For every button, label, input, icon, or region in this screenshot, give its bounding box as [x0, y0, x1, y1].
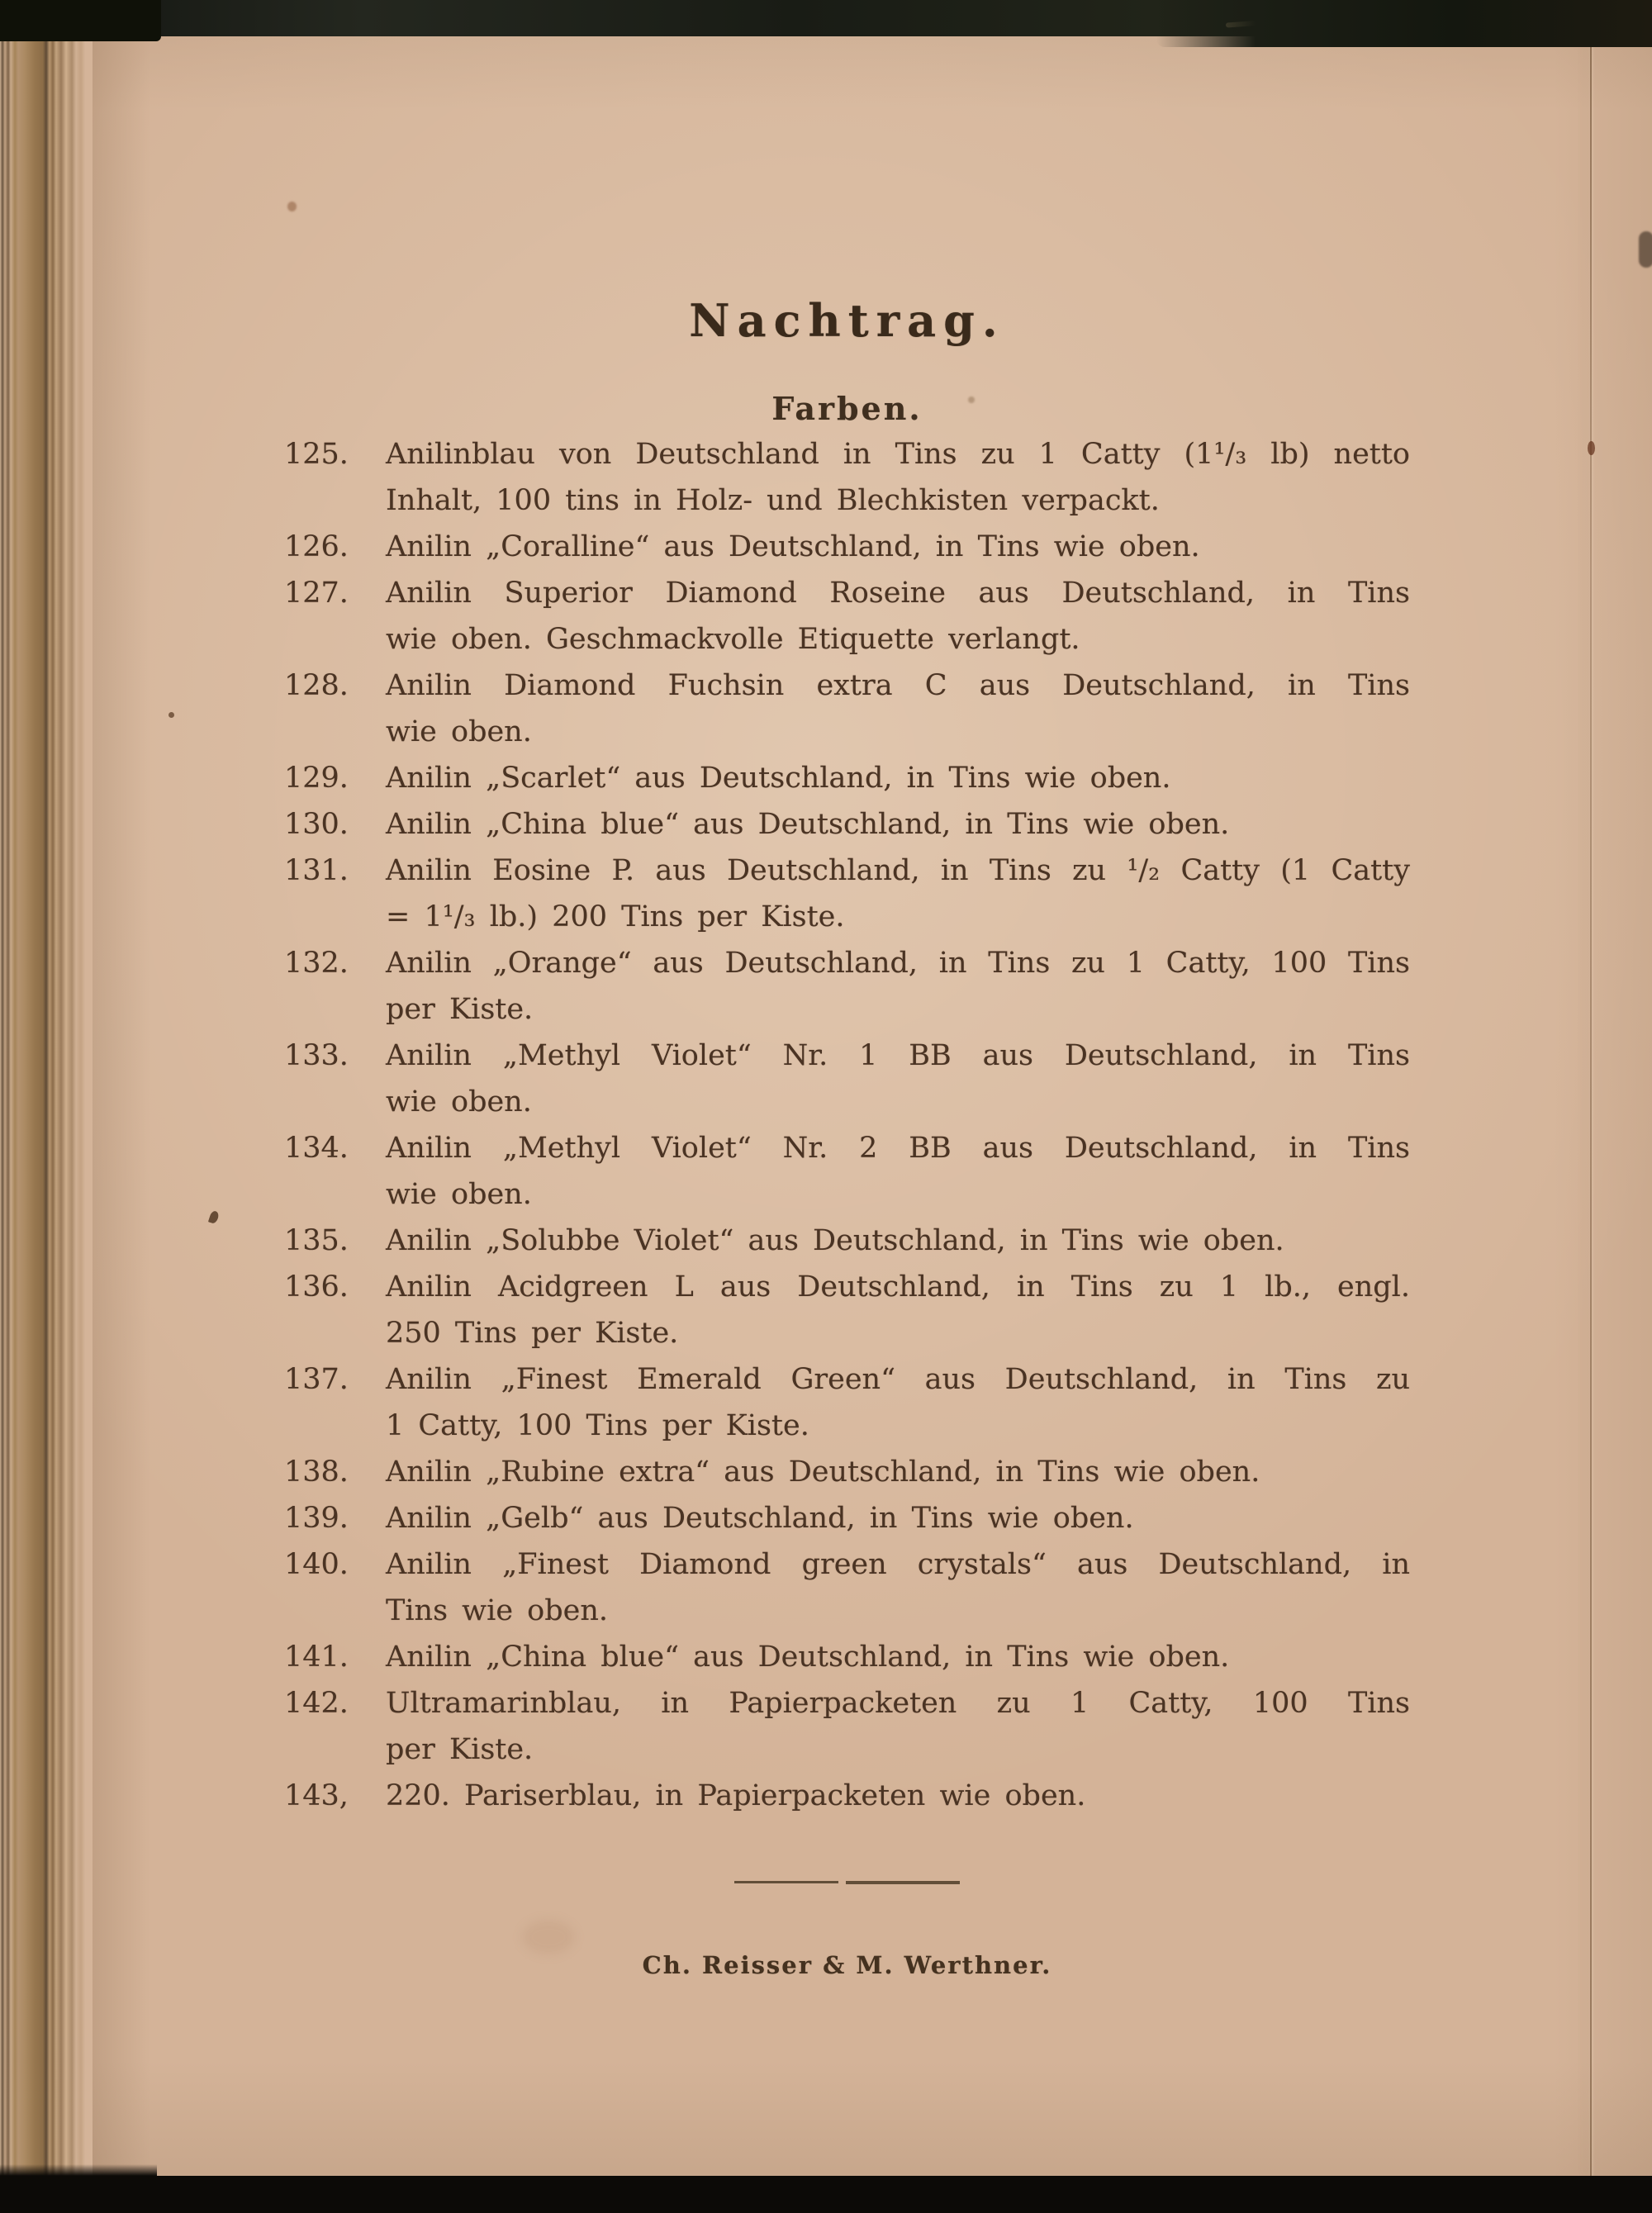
- list-item: [284, 848, 1410, 940]
- item-text-line: Anilin „Gelb“ aus Deutschland, in Tins wie oben.: [386, 1502, 1134, 1535]
- item-text-line: wie oben.: [386, 715, 532, 748]
- item-text-line: Anilin Eosine P. aus Deutschland, in Tins zu ¹/₂ Catty (1 Catty: [386, 854, 1410, 887]
- item-text-line: 1 Catty, 100 Tins per Kiste.: [386, 1409, 809, 1442]
- item-text: [386, 848, 1410, 940]
- item-text: [386, 1125, 1410, 1218]
- item-text-line: Tins wie oben.: [386, 1594, 609, 1627]
- item-number: 130.: [284, 808, 349, 841]
- list-item: [284, 1541, 1410, 1634]
- list-item: [284, 1264, 1410, 1356]
- item-text-line: Anilin „China blue“ aus Deutschland, in Tins wie oben.: [386, 1641, 1230, 1674]
- item-text-line: Anilin „Finest Diamond green crystals“ aus Deutschland, in: [386, 1548, 1410, 1581]
- list-item: [284, 1495, 1410, 1541]
- item-number: 126.: [284, 530, 349, 563]
- item-text: [386, 1033, 1410, 1125]
- item-text-line: Anilinblau von Deutschland in Tins zu 1 Catty (1¹/₃ lb) netto: [386, 438, 1410, 471]
- list-item: [284, 1356, 1410, 1449]
- item-text: [386, 1264, 1410, 1356]
- item-text: [386, 1356, 1410, 1449]
- item-text: [386, 1495, 1410, 1541]
- item-text-line: Anilin „Coralline“ aus Deutschland, in Tins wie oben.: [386, 530, 1200, 563]
- item-text-line: per Kiste.: [386, 1733, 534, 1766]
- item-text-line: wie oben.: [386, 1085, 532, 1118]
- item-number: 141.: [284, 1641, 349, 1674]
- list-item: [284, 570, 1410, 662]
- section-heading: Farben.: [771, 390, 923, 427]
- item-text-line: Anilin „Solubbe Violet“ aus Deutschland, in Tins wie oben.: [386, 1224, 1284, 1257]
- printer-name: Ch. Reisser & M. Werthner.: [642, 1951, 1052, 1979]
- item-text: [386, 524, 1410, 570]
- item-text-line: Anilin „Orange“ aus Deutschland, in Tins zu 1 Catty, 100 Tins: [386, 947, 1410, 980]
- item-text-line: Anilin „Scarlet“ aus Deutschland, in Tins wie oben.: [386, 762, 1171, 795]
- item-text-line: Anilin „China blue“ aus Deutschland, in Tins wie oben.: [386, 808, 1230, 841]
- list-item: [284, 755, 1410, 801]
- item-number: 129.: [284, 762, 349, 795]
- list-item: [284, 662, 1410, 755]
- item-text: [386, 801, 1410, 848]
- item-number: 135.: [284, 1224, 349, 1257]
- list-item: [284, 1449, 1410, 1495]
- item-number: 127.: [284, 577, 349, 610]
- item-text-line: Anilin Superior Diamond Roseine aus Deutschland, in Tins: [386, 577, 1410, 610]
- item-text-line: Anilin Diamond Fuchsin extra C aus Deutschland, in Tins: [386, 669, 1410, 702]
- item-text-line: per Kiste.: [386, 993, 534, 1026]
- item-text-line: Ultramarinblau, in Papierpacketen zu 1 Catty, 100 Tins: [386, 1687, 1410, 1720]
- list-item: [284, 801, 1410, 848]
- item-number: 133.: [284, 1039, 349, 1072]
- item-text: [386, 1680, 1410, 1773]
- item-text-line: = 1¹/₃ lb.) 200 Tins per Kiste.: [386, 900, 845, 933]
- item-text-line: wie oben.: [386, 1178, 532, 1211]
- item-number: 138.: [284, 1456, 349, 1489]
- item-text: [386, 1541, 1410, 1634]
- item-number: 136.: [284, 1270, 349, 1304]
- list-item: [284, 1773, 1410, 1819]
- list-item: [284, 524, 1410, 570]
- list-item: [284, 1634, 1410, 1680]
- item-text-line: Anilin „Methyl Violet“ Nr. 1 BB aus Deutschland, in Tins: [386, 1039, 1410, 1072]
- item-text-line: Anilin „Rubine extra“ aus Deutschland, in Tins wie oben.: [386, 1456, 1260, 1489]
- list-item: [284, 940, 1410, 1033]
- item-text: [386, 1449, 1410, 1495]
- item-text: [386, 570, 1410, 662]
- item-text: [386, 1773, 1410, 1819]
- footer-divider: [284, 1873, 1410, 1889]
- item-text-line: 220. Pariserblau, in Papierpacketen wie oben.: [386, 1779, 1086, 1812]
- list-item: [284, 1680, 1410, 1773]
- item-text-line: Anilin „Methyl Violet“ Nr. 2 BB aus Deutschland, in Tins: [386, 1132, 1410, 1165]
- list-item: [284, 431, 1410, 524]
- item-number: 143,: [284, 1779, 349, 1812]
- list-item: [284, 1033, 1410, 1125]
- item-text: [386, 431, 1410, 524]
- item-number: 137.: [284, 1363, 349, 1396]
- item-text-line: Anilin „Finest Emerald Green“ aus Deutschland, in Tins zu: [386, 1363, 1410, 1396]
- list-item: [284, 1125, 1410, 1218]
- item-number: 134.: [284, 1132, 349, 1165]
- item-text: [386, 755, 1410, 801]
- item-list: [284, 431, 1410, 1819]
- item-text-line: 250 Tins per Kiste.: [386, 1317, 679, 1350]
- page-title: Nachtrag.: [689, 294, 1005, 347]
- item-text-line: Inhalt, 100 tins in Holz- und Blechkisten verpackt.: [386, 484, 1160, 517]
- item-text-line: Anilin Acidgreen L aus Deutschland, in Tins zu 1 lb., engl.: [386, 1270, 1410, 1304]
- item-number: 125.: [284, 438, 349, 471]
- list-item: [284, 1218, 1410, 1264]
- item-number: 131.: [284, 854, 349, 887]
- item-number: 139.: [284, 1502, 349, 1535]
- item-text: [386, 1218, 1410, 1264]
- item-number: 128.: [284, 669, 349, 702]
- item-text: [386, 1634, 1410, 1680]
- item-text: [386, 940, 1410, 1033]
- item-number: 142.: [284, 1687, 349, 1720]
- item-number: 140.: [284, 1548, 349, 1581]
- item-text: [386, 662, 1410, 755]
- item-number: 132.: [284, 947, 349, 980]
- item-text-line: wie oben. Geschmackvolle Etiquette verlangt.: [386, 623, 1080, 656]
